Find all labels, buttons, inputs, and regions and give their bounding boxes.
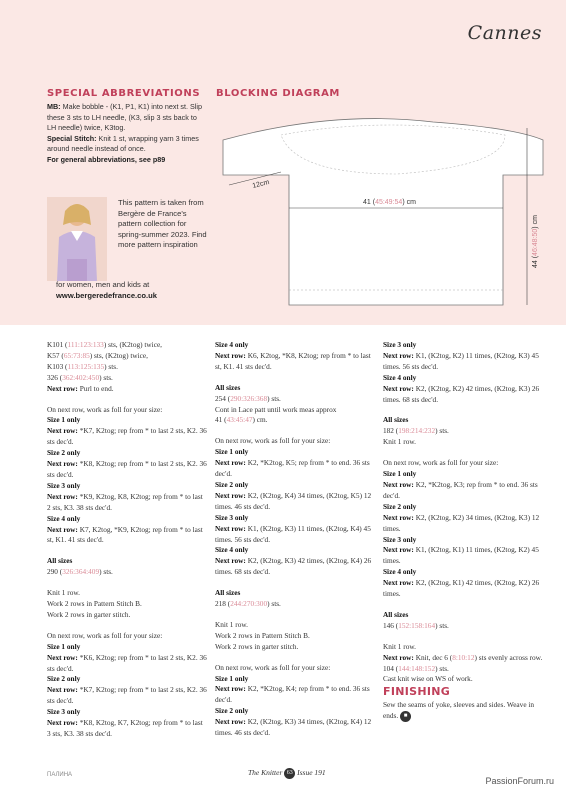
size-heading: All sizes [383, 609, 409, 619]
size-heading: Size 4 only [215, 545, 249, 555]
blocking-diagram-heading: BLOCKING DIAGRAM [216, 88, 340, 99]
size-heading: Size 1 only [383, 469, 417, 479]
text-line: Work 2 rows in garter stitch. [47, 609, 131, 619]
size-heading: Size 2 only [215, 479, 249, 489]
width-label-post: ) cm [402, 199, 416, 206]
text-line: On next row, work as foll for your size: [47, 630, 163, 640]
special-stitch-definition: Knit 1 st, wrapping yarn 3 times around needle instead of once. [47, 133, 199, 154]
size-heading: All sizes [383, 415, 409, 425]
text-line: 182 (198:214:232) sts. [383, 426, 449, 436]
instruction: Next row: *K8, K2tog; rep from * to last 2 sts, K2. 36 sts dec'd. [47, 459, 207, 479]
instruction: Next row: *K6, K2tog; rep from * to last 2 sts, K2. 36 sts dec'd. [47, 652, 207, 673]
instruction: Next row: K2, *K2tog, K4; rep from * to end. 36 sts dec'd. [215, 684, 370, 705]
size-heading: Size 2 only [215, 706, 249, 716]
instruction: Next row: K7, K2tog, *K9, K2tog; rep from * to last st, K1. 41 sts dec'd. [47, 524, 203, 545]
instruction: Next row: Purl to end. [47, 383, 114, 393]
text-line: On next row, work as foll for your size: [215, 436, 331, 446]
size-heading: Size 1 only [215, 447, 249, 457]
page-number: 63 [284, 768, 295, 779]
instruction: Next row: K2, (K2tog, K3) 42 times, (K2tog, K4) 26 times. 68 sts dec'd. [215, 556, 372, 577]
length-label-pre: 44 ( [532, 255, 539, 268]
size-heading: Size 3 only [47, 480, 81, 490]
instruction: Next row: K2, (K2tog, K4) 34 times, (K2tog, K5) 12 times. 46 sts dec'd. [215, 490, 372, 511]
size-heading: Size 4 only [215, 340, 249, 349]
text-line: 104 (144:148:152) sts. [383, 663, 449, 673]
size-heading: Size 1 only [47, 415, 81, 425]
instruction: Next row: K6, K2tog, *K8, K2tog; rep from * to last st, K1. 41 sts dec'd. [215, 350, 371, 371]
text-line: 254 (290:326:368) sts. [215, 393, 281, 403]
sleeve-measure-label: 12cm [251, 179, 271, 190]
model-illustration [47, 197, 107, 281]
size-heading: Size 4 only [383, 372, 417, 382]
instruction: Next row: *K8, K2tog, K7, K2tog; rep from * to last 3 sts, K3. 38 sts dec'd. [47, 718, 203, 738]
text-line: K57 (65:73:85) sts, (K2tog) twice, [47, 350, 148, 360]
text-line: Work 2 rows in garter stitch. [215, 641, 299, 651]
text-line: Work 2 rows in Pattern Stitch B. [215, 630, 310, 640]
promo-link[interactable]: www.bergeredefrance.co.uk [56, 290, 158, 300]
garment-outline [223, 119, 543, 305]
length-label-sizes: 46:48:50 [532, 228, 539, 256]
blocking-diagram [215, 100, 550, 320]
magazine-name: The Knitter [248, 768, 283, 778]
mb-definition: Make bobble - (K1, P1, K1) into next st. Slip these 3 sts to LH needle, (K3, slip 3 sts back to LH needle) twice, K3tog. [47, 102, 203, 133]
issue-number: Issue 191 [297, 768, 326, 778]
text-line: On next row, work as foll for your size: [383, 458, 499, 468]
footer-credit: ПАЛИНА [47, 772, 73, 778]
page-title: Cannes [467, 22, 542, 44]
size-heading: Size 3 only [47, 707, 81, 717]
size-heading: Size 3 only [215, 512, 249, 522]
instruction: Next row: K2, (K2tog, K1) 42 times, (K2tog, K2) 26 times. [383, 578, 540, 599]
text-line: On next row, work as foll for your size: [215, 662, 331, 672]
text-line: K103 (113:125:135) sts. [47, 361, 118, 371]
size-heading: All sizes [215, 588, 241, 598]
instruction: Next row: K2, *K2tog, K3; rep from * to end. 36 sts dec'd. [383, 479, 538, 500]
text-line: 146 (152:158:164) sts. [383, 620, 449, 630]
instruction: Next row: Knit, dec 6 (8:10:12) sts evenly across row. [383, 652, 543, 662]
text-line: 290 (326:364:409) sts. [47, 567, 113, 577]
text-line: Work 2 rows in Pattern Stitch B. [47, 599, 142, 609]
size-heading: Size 3 only [383, 340, 417, 349]
instruction: Next row: *K9, K2tog, K8, K2tog; rep from * to last 2 sts, K3. 38 sts dec'd. [47, 491, 203, 512]
size-heading: All sizes [47, 556, 73, 566]
instruction: Next row: *K7, K2tog; rep from * to last 2 sts, K2. 36 sts dec'd. [47, 685, 207, 706]
size-heading: Size 1 only [47, 641, 81, 651]
special-stitch-term: Special Stitch: [47, 133, 97, 143]
promo-text: This pattern is taken from Bergère de France's pattern collection for spring-summer 2023. Find more pattern inspiration [118, 198, 207, 249]
instruction: Next row: K2, (K2tog, K2) 34 times, (K2tog, K3) 12 times. [383, 512, 540, 533]
watermark: PassionForum.ru [485, 776, 554, 786]
special-abbreviations-heading: SPECIAL ABBREVIATIONS [47, 88, 201, 99]
pattern-column-1 [47, 340, 207, 740]
text-line: 41 (43:45:47) cm. [215, 415, 268, 425]
end-marker-icon: ■ [400, 711, 411, 722]
instruction: Next row: K2, *K2tog, K5; rep from * to end. 36 sts dec'd. [215, 458, 370, 479]
instruction: Next row: *K7, K2tog; rep from * to last 2 sts, K2. 36 sts dec'd. [47, 426, 207, 447]
text-line: Knit 1 row. [383, 641, 416, 651]
length-measure-label [532, 215, 539, 268]
mb-term: MB: [47, 102, 61, 111]
footer-magazine [248, 768, 326, 779]
text-line: On next row, work as foll for your size: [47, 404, 163, 414]
size-heading: Size 1 only [215, 673, 249, 683]
general-abbreviations-note: For general abbreviations, see p89 [47, 154, 166, 164]
model-photo [47, 197, 107, 281]
text-line: Knit 1 row. [47, 588, 80, 598]
text-line: K101 (111:123:133) sts, (K2tog) twice, [47, 340, 163, 349]
width-label-pre: 41 ( [363, 199, 376, 206]
instruction: Next row: K2, (K2tog, K3) 34 times, (K2tog, K4) 12 times. 46 sts dec'd. [215, 717, 372, 738]
width-measure-label [363, 199, 416, 206]
text-line: Knit 1 row. [215, 619, 248, 629]
finishing-heading: FINISHING [383, 685, 451, 699]
instruction: Next row: K2, (K2tog, K2) 42 times, (K2tog, K3) 26 times. 68 sts dec'd. [383, 383, 540, 404]
text-line: 326 (362:402:450) sts. [47, 372, 113, 382]
finishing-text: Sew the seams of yoke, sleeves and sides. Weave in ends. ■ [383, 700, 535, 721]
promo-text-line: for women, men and kids at [56, 280, 150, 289]
size-heading: Size 3 only [383, 534, 417, 544]
size-heading: Size 4 only [47, 513, 81, 523]
instruction: Next row: K1, (K2tog, K1) 11 times, (K2tog, K2) 45 times. [383, 545, 539, 566]
text-line: Cast knit wise on WS of work. [383, 674, 473, 684]
length-label-post: ) cm [532, 215, 539, 229]
size-heading: Size 2 only [47, 448, 81, 458]
promo-text-2 [56, 280, 216, 301]
text-line: Knit 1 row. [383, 437, 416, 447]
text-line: 218 (244:270:300) sts. [215, 599, 281, 609]
size-heading: Size 2 only [47, 674, 81, 684]
abbreviations-text [47, 102, 207, 166]
width-label-sizes: 45:49:54 [375, 199, 403, 206]
size-heading: Size 4 only [383, 567, 417, 577]
size-heading: Size 2 only [383, 501, 417, 511]
size-heading: All sizes [215, 382, 241, 392]
instruction: Next row: K1, (K2tog, K2) 11 times, (K2tog, K3) 45 times. 56 sts dec'd. [383, 350, 539, 371]
pattern-column-2 [215, 340, 375, 739]
instruction: Next row: K1, (K2tog, K3) 11 times, (K2tog, K4) 45 times. 56 sts dec'd. [215, 523, 371, 544]
pattern-column-3 [383, 340, 543, 722]
text-line: Cont in Lace patt until work meas approx [215, 404, 337, 414]
